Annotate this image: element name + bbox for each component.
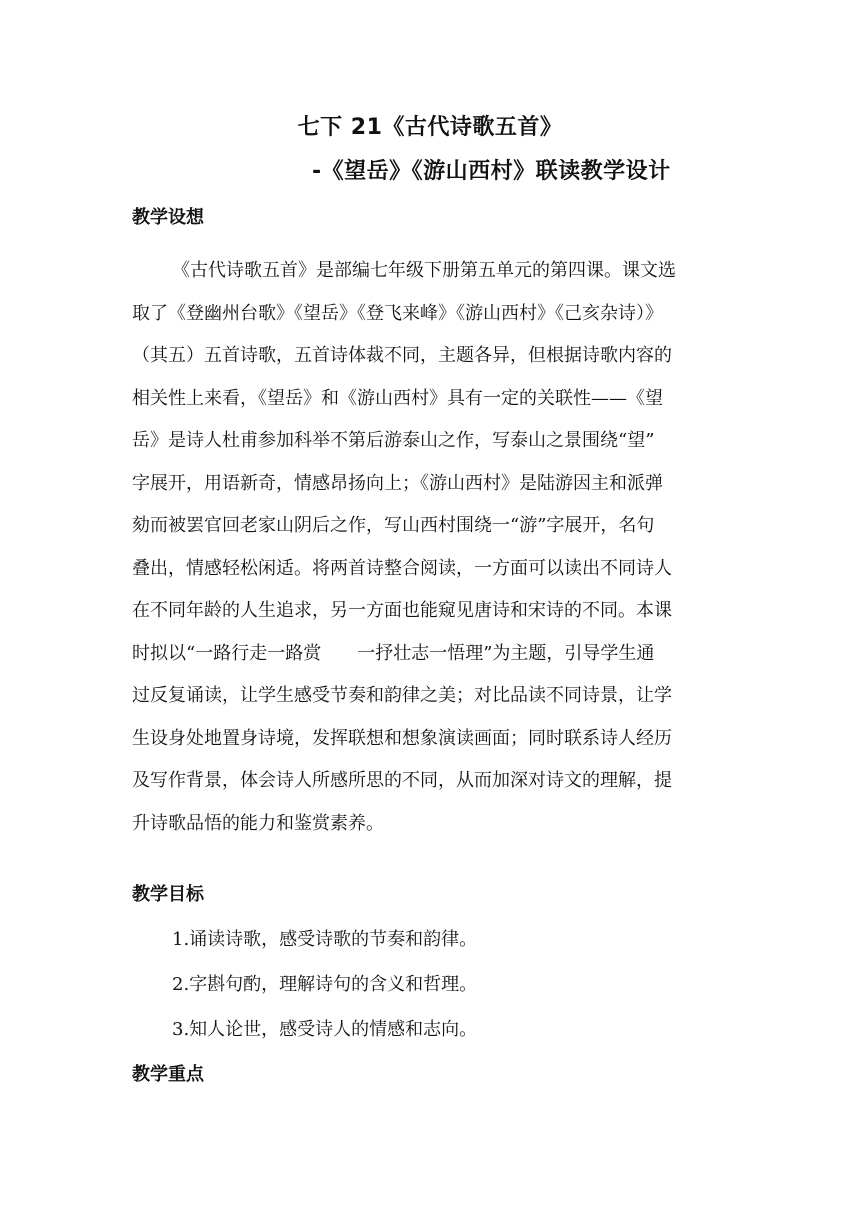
document-title: 七下 21《古代诗歌五首》 — [297, 115, 563, 140]
goal-item: 1.诵读诗歌，感受诗歌的节奏和韵律。 — [172, 929, 478, 950]
paragraph-line: 及写作背景，体会诗人所感所思的不同，从而加深对诗文的理解，提 — [132, 770, 672, 791]
paragraph-line: 叠出，情感轻松闲适。将两首诗整合阅读，一方面可以读出不同诗人 — [132, 557, 672, 579]
document-subtitle: -《望岳》《游山西村》联读教学设计 — [312, 159, 671, 184]
paragraph-line: 字展开，用语新奇，情感昂扬向上；《游山西村》是陆游因主和派弹 — [132, 472, 663, 494]
paragraph-line: 时拟以“一路行走一路赏 一抒壮志一悟理”为主题，引导学生通 — [132, 642, 655, 664]
paragraph-line: 升诗歌品悟的能力和鉴赏素养。 — [132, 812, 384, 834]
paragraph-line: （其五）五首诗歌，五首诗体裁不同，主题各异，但根据诗歌内容的 — [132, 345, 672, 366]
paragraph-line: 取了《登幽州台歌》《望岳》《登飞来峰》《游山西村》《己亥杂诗）》 — [132, 302, 663, 324]
paragraph-line: 过反复诵读，让学生感受节奏和韵律之美；对比品读不同诗景，让学 — [132, 685, 672, 706]
goal-item: 2.字斟句酌，理解诗句的含义和哲理。 — [172, 974, 478, 995]
paragraph-line: 相关性上来看，《望岳》和《游山西村》具有一定的关联性——《望 — [132, 387, 663, 409]
paragraph-line: 劾而被罢官回老家山阴后之作，写山西村围绕一“游”字展开，名句 — [132, 515, 655, 536]
paragraph-line: 岳》是诗人杜甫参加科举不第后游泰山之作，写泰山之景围绕“望” — [132, 430, 655, 451]
section-heading-teaching-key-points: 教学重点 — [132, 1064, 204, 1085]
paragraph-line: 生设身处地置身诗境，发挥联想和想象演读画面；同时联系诗人经历 — [132, 727, 672, 749]
goal-item: 3.知人论世，感受诗人的情感和志向。 — [172, 1019, 478, 1040]
teaching-idea-paragraph — [132, 250, 732, 845]
section-heading-teaching-idea: 教学设想 — [132, 207, 204, 228]
paragraph-line: 《古代诗歌五首》是部编七年级下册第五单元的第四课。课文选 — [172, 260, 676, 281]
section-heading-teaching-goals: 教学目标 — [132, 884, 204, 905]
paragraph-line: 在不同年龄的人生追求，另一方面也能窥见唐诗和宋诗的不同。本课 — [132, 600, 672, 621]
